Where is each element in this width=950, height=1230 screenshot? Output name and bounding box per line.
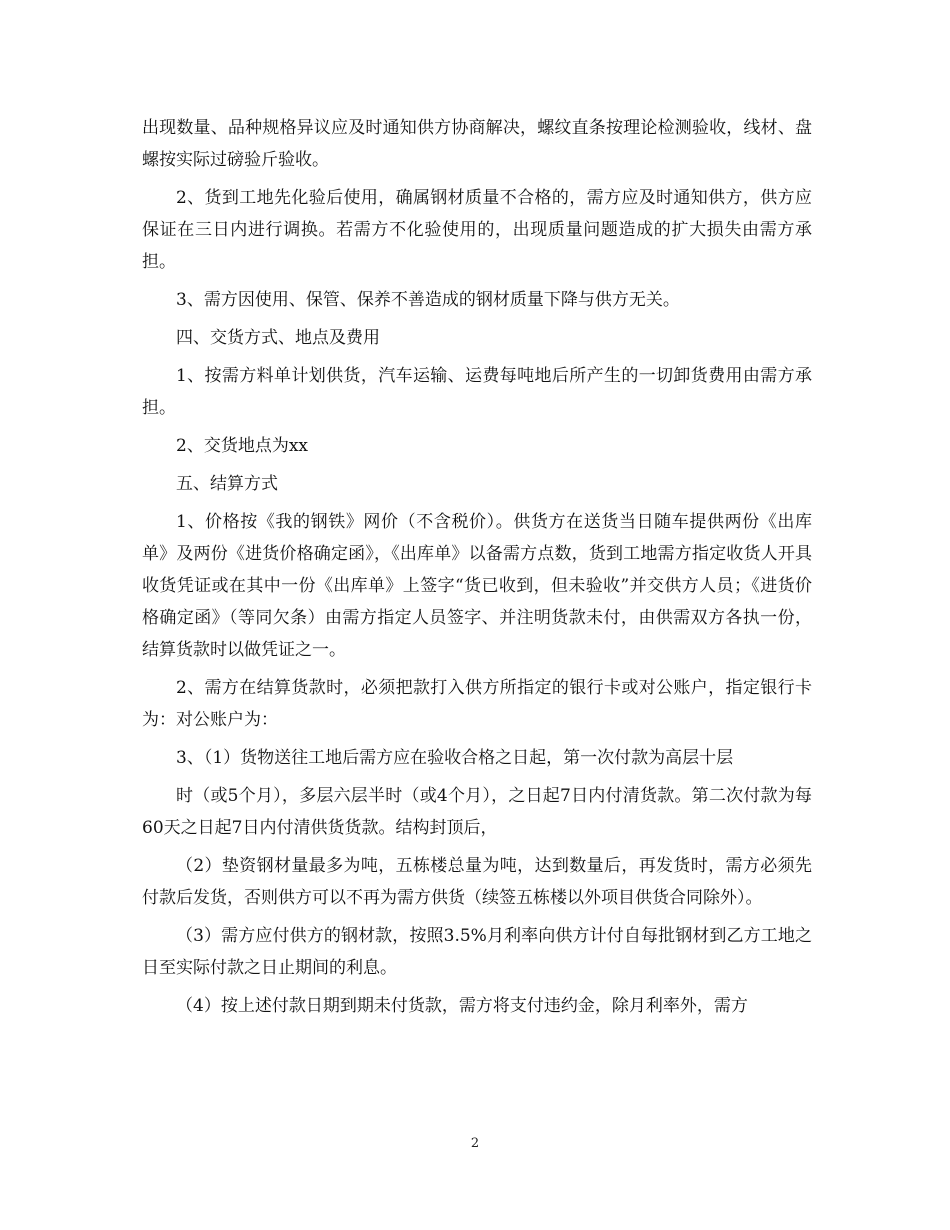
paragraph-1: 出现数量、品种规格异议应及时通知供方协商解决，螺纹直条按理论检测验收，线材、盘螺按实际过磅验斤验收。: [142, 118, 812, 170]
document-body: [142, 112, 812, 1028]
paragraph-13: （3）需方应付供方的钢材款，按照3.5%月利率向供方计付自每批钢材到乙方工地之日至实际付款之日止期间的利息。: [142, 926, 812, 978]
paragraph-14: （4）按上述付款日期到期未付货款，需方将支付违约金，除月利率外，需方: [176, 996, 748, 1016]
paragraph-12: （2）垫资钢材量最多为吨，五栋楼总量为吨，达到数量后，再发货时，需方必须先付款后发货，否则供方可以不再为需方供货（续签五栋楼以外项目供货合同除外）。: [142, 856, 812, 908]
paragraph-11: 时（或5个月），多层六层半时（或4个月），之日起7日内付清货款。第二次付款为每60天之日起7日内付清供货货款。结构封顶后，: [142, 786, 812, 838]
section-heading-settlement: 五、结算方式: [176, 474, 278, 494]
section-heading-delivery: 四、交货方式、地点及费用: [176, 328, 380, 348]
paragraph-3: 3、需方因使用、保管、保养不善造成的钢材质量下降与供方无关。: [176, 290, 680, 310]
page-number: 2: [470, 1136, 480, 1151]
paragraph-6: 2、交货地点为xx: [176, 436, 308, 456]
paragraph-9: 2、需方在结算货款时，必须把款打入供方所指定的银行卡或对公账户，指定银行卡为：对公账户为：: [142, 678, 812, 730]
paragraph-10: 3、（1）货物送往工地后需方应在验收合格之日起，第一次付款为高层十层: [176, 748, 734, 768]
paragraph-2: 2、货到工地先化验后使用，确属钢材质量不合格的，需方应及时通知供方，供方应保证在三日内进行调换。若需方不化验使用的，出现质量问题造成的扩大损失由需方承担。: [142, 188, 812, 272]
paragraph-8: 1、价格按《我的钢铁》网价（不含税价）。供货方在送货当日随车提供两份《出库单》及两份《进货价格确定函》，《出库单》以备需方点数，货到工地需方指定收货人开具收货凭证或在其中一份《出库单》上签字“货已收到，但未验收”并交供方人员；《进货价格确定函》（等同欠条）由需方指定人员签字、并注明货款未付，由供需双方各执一份，结算货款时以做凭证之一。: [142, 512, 812, 660]
paragraph-5: 1、按需方料单计划供货，汽车运输、运费每吨地后所产生的一切卸货费用由需方承担。: [142, 366, 812, 418]
